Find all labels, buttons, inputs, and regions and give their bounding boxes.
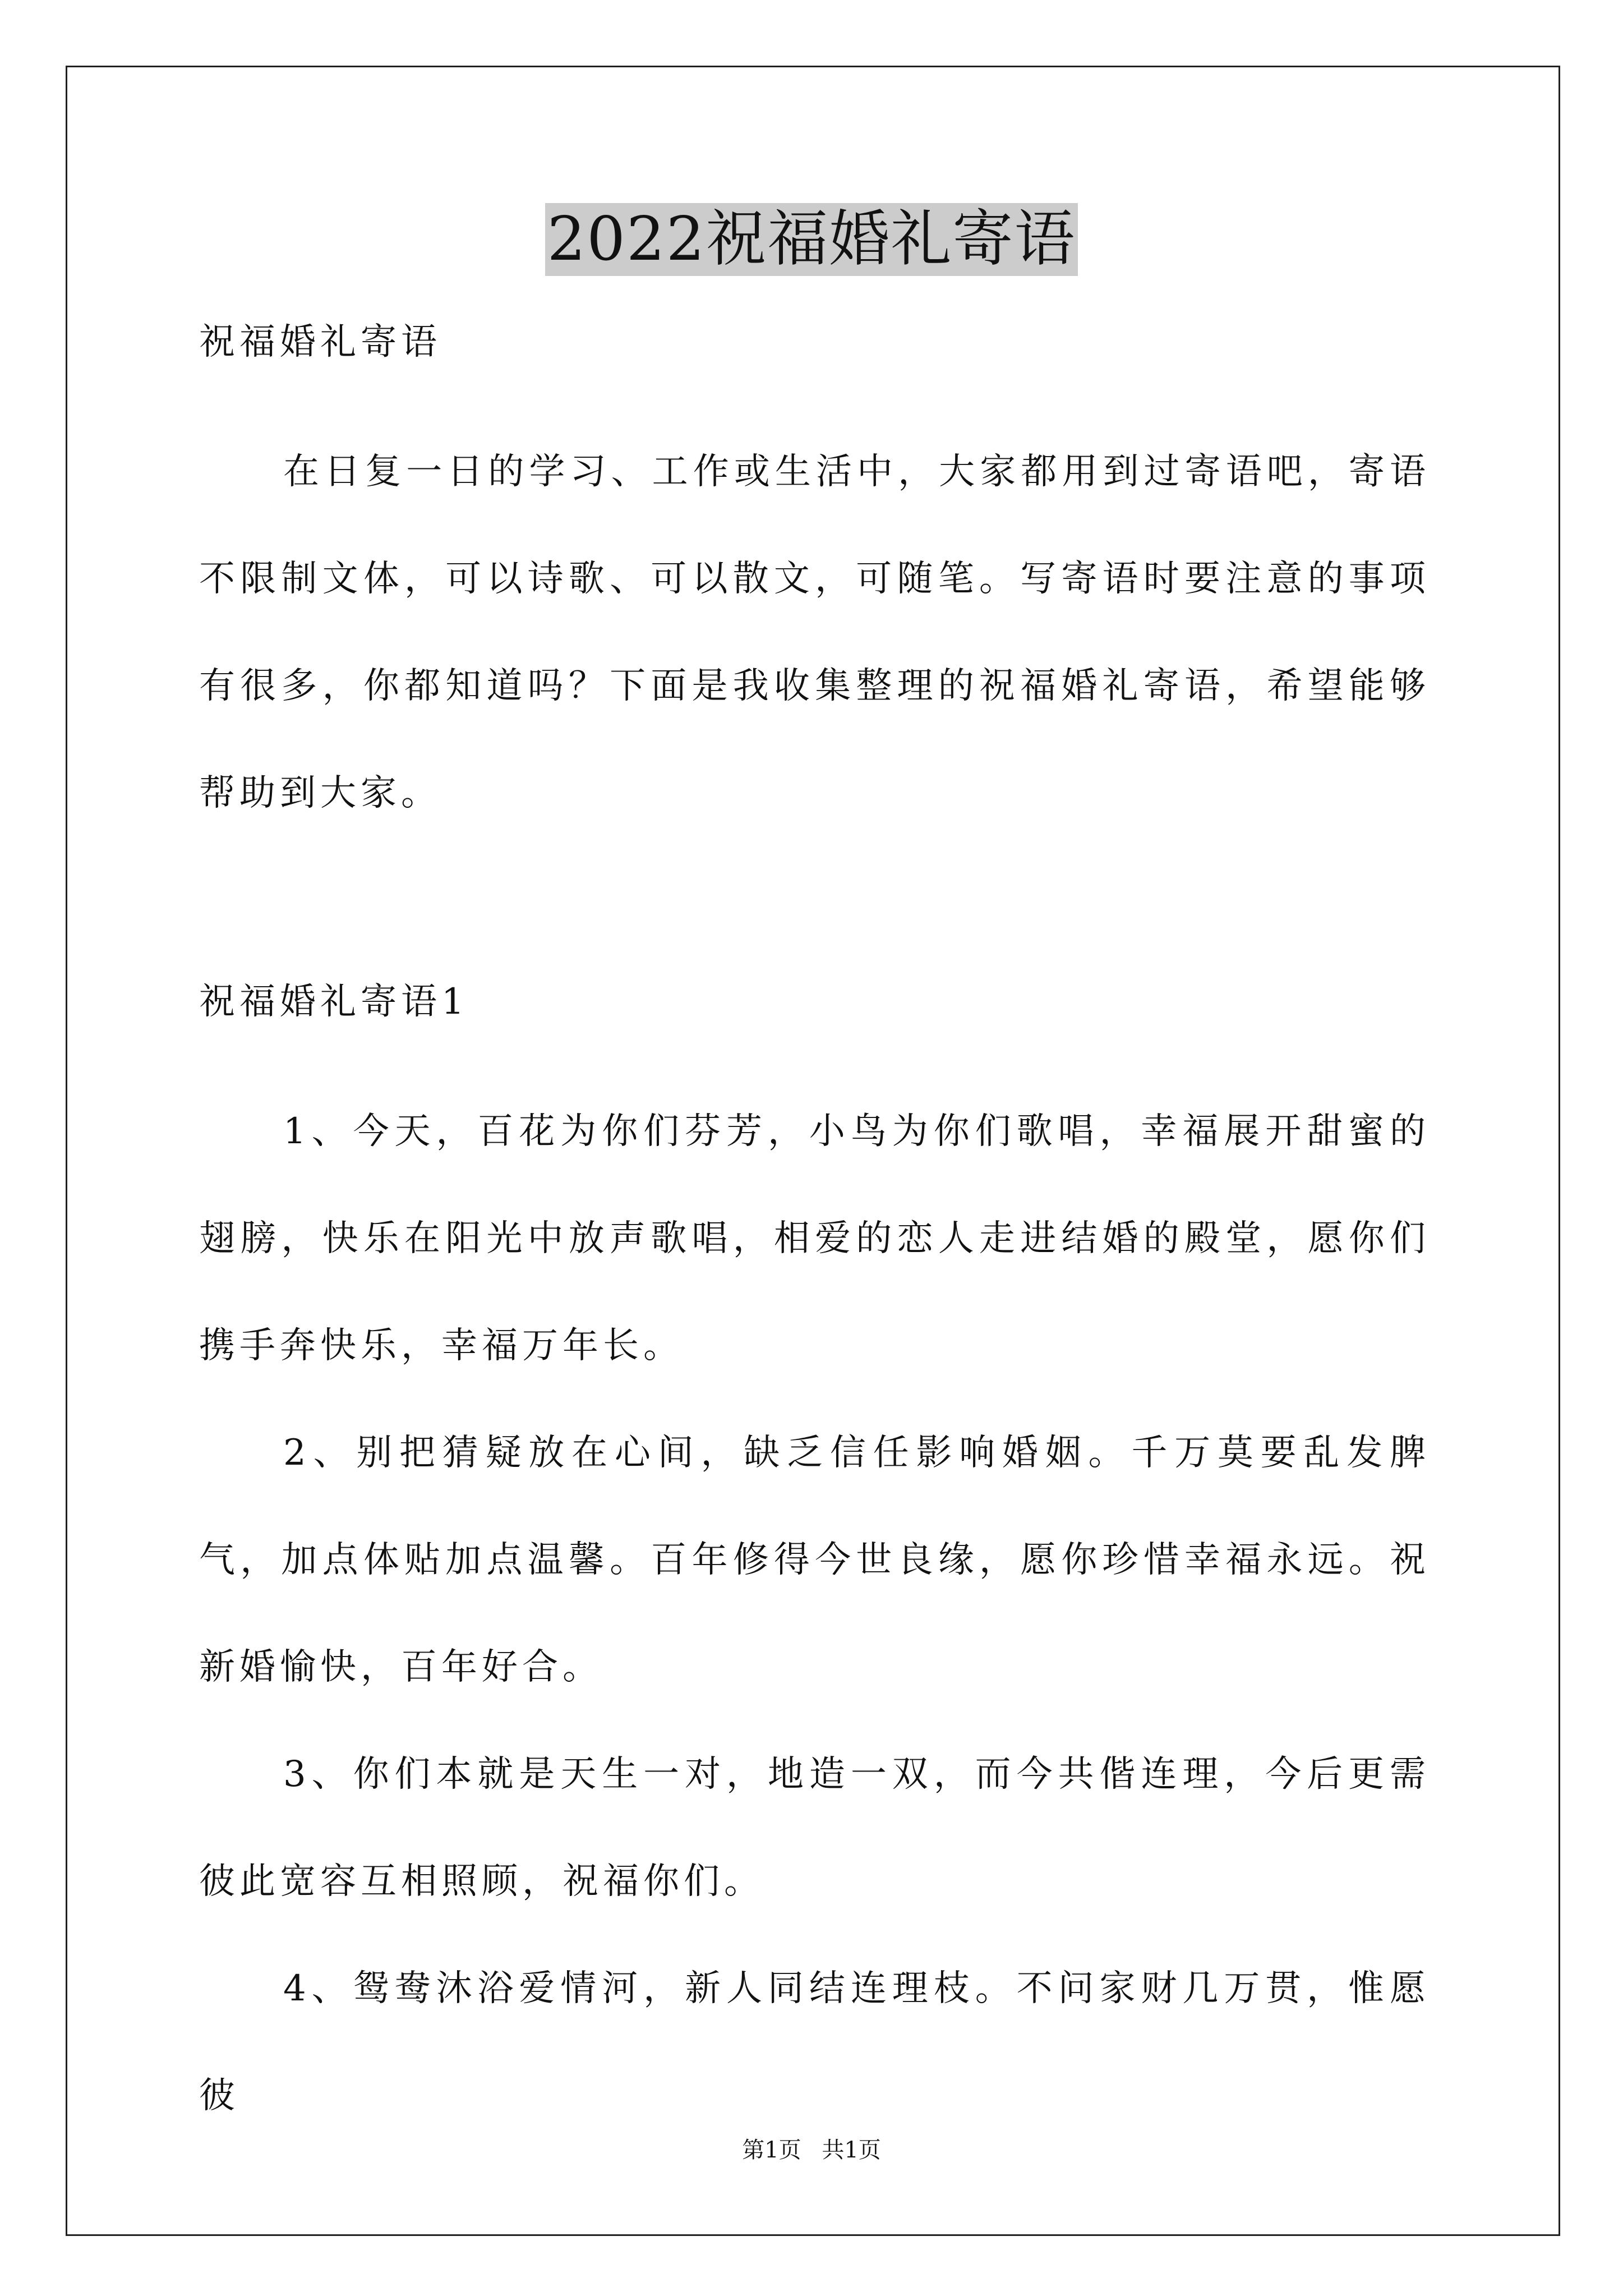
blessing-item-4: 4、鸳鸯沐浴爱情河，新人同结连理枝。不问家财几万贯，惟愿彼 — [199, 1968, 1430, 2116]
blessing-item-1: 1、今天，百花为你们芬芳，小鸟为你们歌唱，幸福展开甜蜜的翅膀，快乐在阳光中放声歌唱，相爱的恋人走进结婚的殿堂，愿你们携手奔快乐，幸福万年长。 — [199, 1111, 1430, 1366]
subtitle: 祝福婚礼寄语 — [199, 321, 441, 363]
intro-paragraph: 在日复一日的学习、工作或生活中，大家都用到过寄语吧，寄语不限制文体，可以诗歌、可以散文，可随笔。写寄语时要注意的事项有很多，你都知道吗？下面是我收集整理的祝福婚礼寄语，希望能够帮助到大家。 — [199, 451, 1430, 814]
section-heading: 祝福婚礼寄语1 — [199, 981, 469, 1023]
blessing-item-2: 2、别把猜疑放在心间，缺乏信任影响婚姻。千万莫要乱发脾气，加点体贴加点温馨。百年修得今世良缘，愿你珍惜幸福永远。祝新婚愉快，百年好合。 — [199, 1432, 1430, 1688]
page-number-current: 第1页 — [742, 2137, 801, 2163]
document-body — [199, 314, 1430, 2150]
blessing-item-3: 3、你们本就是天生一对，地造一双，而今共偕连理，今后更需彼此宽容互相照顾，祝福你们。 — [199, 1754, 1430, 1902]
page-footer — [0, 2136, 1623, 2164]
page-number-total: 共1页 — [822, 2137, 881, 2163]
title-container — [0, 203, 1623, 276]
document-title: 2022祝福婚礼寄语 — [545, 203, 1078, 276]
